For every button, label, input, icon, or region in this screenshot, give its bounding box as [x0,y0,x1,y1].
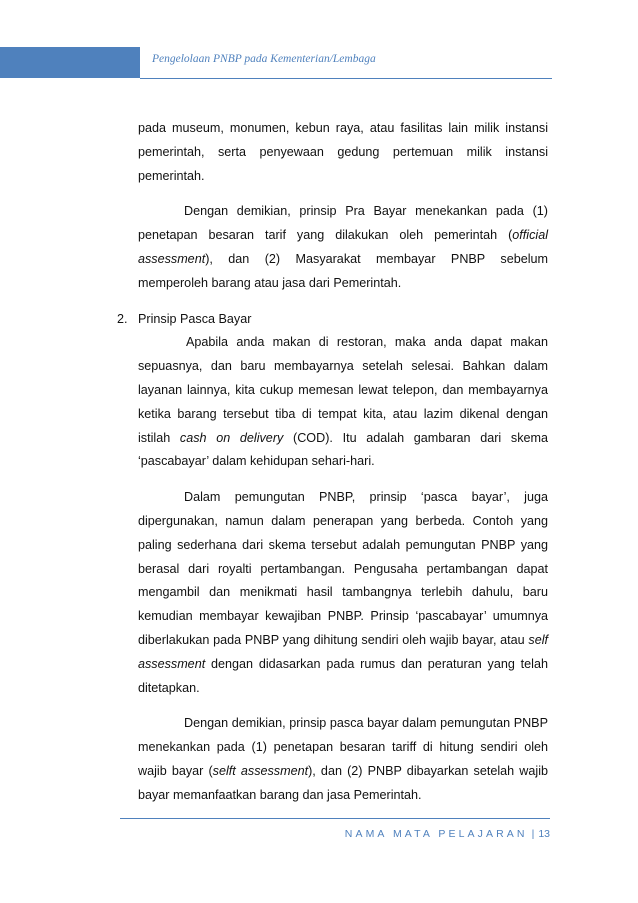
page-number: 13 [538,828,550,840]
italic-term: self assessment [138,632,548,671]
header-accent-bar [0,47,140,78]
paragraph-1: pada museum, monumen, kebun raya, atau fasilitas lain milik instansi pemerintah, serta penyewaan gedung pertemuan milik instansi pemerintah. [138,121,548,183]
italic-term: selft assessment [212,763,309,778]
course-name: NAMA MATA PELAJARAN [344,828,528,840]
italic-term: cash on delivery [179,430,284,445]
section-title: Prinsip Pasca Bayar [138,311,252,326]
italic-term: official assessment [138,228,548,266]
paragraph-4: Dalam pemungutan PNBP, prinsip ‘pasca bayar’, juga dipergunakan, namun dalam penerapan yang berbeda. Contoh yang paling sederhana dari skema tersebut adalah pemungutan PNBP yang berasal dari royalti pertambangan. Pengusaha pertambangan dapat mengambil dan menikmati hasil tambangnya terlebih dahulu, baru kemudian membayar kewajiban PNBP. Prinsip ‘pascabayar’ umumnya diberlakukan pada PNBP yang dihitung sendiri oleh wajib bayar, atau self assessment dengan didasarkan pada rumus dan peraturan yang telah ditetapkan. [138,490,548,695]
paragraph-3: Apabila anda makan di restoran, maka anda dapat makan sepuasnya, dan baru membayarnya setelah selesai. Bahkan dalam layanan lainnya, kita cukup memesan lewat telepon, dan membayarnya ketika barang tersebut tiba di tempat kita, atau lazim dikenal dengan istilah cash on delivery (COD). Itu adalah gambaran dari skema ‘pascabayar’ dalam kehidupan sehari-hari. [138,335,548,469]
footer-rule [120,818,550,819]
running-header: Pengelolaan PNBP pada Kementerian/Lembaga [152,53,376,65]
header-rule [140,78,552,79]
body-text [117,117,548,808]
section-heading [117,308,548,332]
footer-separator: | [531,828,535,840]
page-footer [345,828,550,840]
paragraph-2: Dengan demikian, prinsip Pra Bayar menekankan pada (1) penetapan besaran tarif yang dilakukan oleh pemerintah (official assessment), dan (2) Masyarakat membayar PNBP sebelum memperoleh barang atau jasa dari Pemerintah. [138,204,548,290]
paragraph-5: Dengan demikian, prinsip pasca bayar dalam pemungutan PNBP menekankan pada (1) penetapan besaran tariff di hitung sendiri oleh wajib bayar (selft assessment), dan (2) PNBP dibayarkan setelah wajib bayar memanfaatkan barang dan jasa Pemerintah. [138,716,548,802]
section-number: 2. [117,311,128,326]
